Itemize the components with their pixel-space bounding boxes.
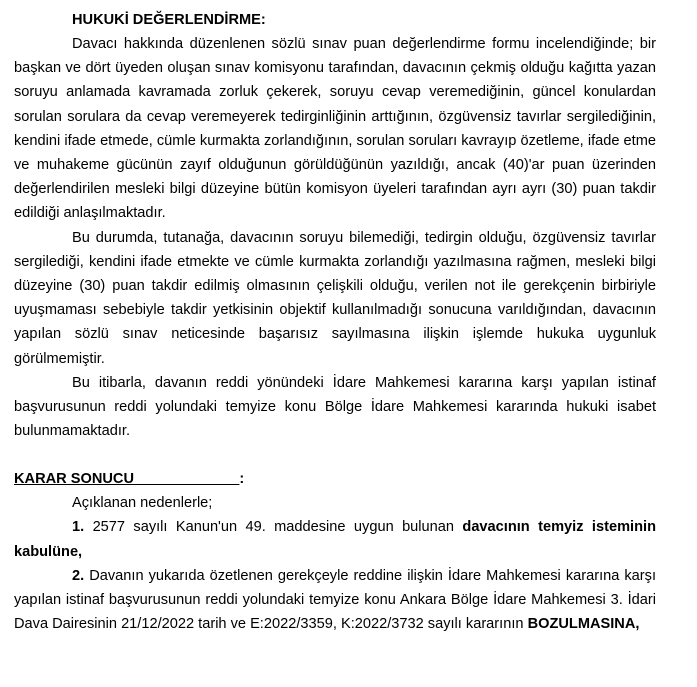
item-text: Davanın yukarıda özetlenen gerekçeyle reddine ilişkin İdare Mahkemesi kararına karşı yapılan istinaf başvurusunun reddi yolundaki temyize konu Ankara Bölge İdare Mahkemesi 3. İdari Dava Dairesinin 21/12/2022 tarih ve E:2022/3359, K:2022/3732 sayılı kararının (14, 567, 656, 633)
item-number: 2. (72, 567, 85, 584)
section-heading-legal-evaluation: HUKUKİ DEĞERLENDİRME: (72, 12, 266, 28)
item-text: 2577 sayılı Kanun'un 49. maddesine uygun bulunan (92, 519, 455, 536)
item-number: 1. (72, 519, 85, 536)
paragraph-2: Bu durumda, tutanağa, davacının soruyu bilemediği, tedirgin olduğu, özgüvensiz tavırlar sergilediği, kendini ifade etmekte ve cümle kurmakta zorlandığı yazılmasına rağmen, mesleki bilgi düzeyine (30) puan takdir edilmiş olmasının çelişkili olduğu, verilen not ile gerekçenin birbiriyle uyuşmaması sebebiyle takdir yetkisinin objektif kullanılmadığı sonucuna varıldığından, davacının yapılan sözlü sınav neticesinde başarısız sayılmasına ilişkin işlemde hukuka uygunluk görülmemiştir. (14, 229, 656, 367)
decision-item-1 (14, 515, 656, 563)
paragraph-3: Bu itibarla, davanın reddi yönündeki İdare Mahkemesi kararına karşı yapılan istinaf başvurusunun reddi yolundaki temyize konu Bölge İdare Mahkemesi kararında hukuki isabet bulunmamaktadır. (14, 374, 656, 440)
paragraph-1: Davacı hakkında düzenlenen sözlü sınav puan değerlendirme formu incelendiğinde; bir başkan ve dört üyeden oluşan sınav komisyonu tarafından, davacının çekmiş olduğu kağıtta yazan soruyu anlamada kavramada zorluk çekerek, soruyu cevap veremediğinin, güncel konulardan sorulan sorulara da cevap veremeyerek tedirginliğinin arttığının, özgüvensiz tavırlar sergilediğinin, kendini ifade etmede, cümle kurmakta zorlandığının, sorulan soruları kavrayıp özetleme, ifade etme ve muhakeme gücünün zayıf olduğunun görüldüğünün yazıldığı, ancak (40)'ar puan üzerinden değerlendirilen mesleki bilgi düzeyine bütün komisyon üyeleri tarafından ayrı ayrı (30) puan takdir edildiği anlaşılmaktadır. (14, 36, 656, 222)
decision-intro: Açıklanan nedenlerle; (72, 495, 213, 512)
decision-title: KARAR SONUCU (14, 471, 134, 488)
document-page (14, 8, 656, 636)
item-text-bold: davacının temyiz isteminin kabulüne, (14, 519, 656, 560)
decision-heading (14, 467, 656, 491)
decision-colon: : (239, 471, 245, 488)
decision-item-2 (14, 564, 656, 637)
item-text-bold: BOZULMASINA, (527, 616, 640, 633)
